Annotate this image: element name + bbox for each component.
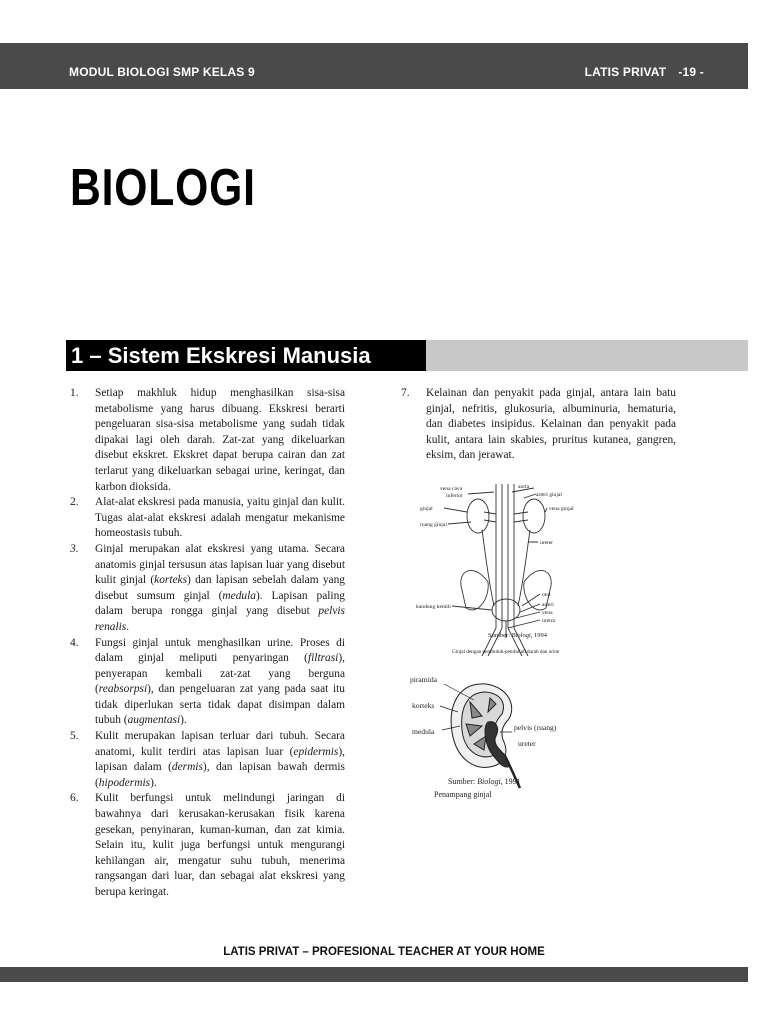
list-text: Setiap makhluk hidup menghasilkan sisa-sisa metabolisme yang harus dibuang. Ekskresi berarti pengeluaran sisa-sisa metabolisme yang sudah tidak dipakai lagi oleh darah. Zat-zat yang dikeluarkan disebut ekskret. Ekskret dapat berupa cairan dan zat terlarut yang dikeluarkan sebagai urine, keringat, dan karbon dioksida. (95, 387, 345, 493)
figure1-source: Sumber: Biologi, 1994 (488, 632, 548, 639)
list-number: 2. (70, 496, 79, 509)
label-uretra: uretra (542, 618, 556, 624)
list-item-5 (70, 729, 345, 791)
label-vena: vena (542, 610, 553, 616)
list-number: 4. (70, 636, 79, 649)
label-vena-ginjal: vena ginjal (549, 506, 574, 512)
term-pelvis-renalis: pelvis renalis (95, 605, 345, 633)
label-arteri: arteri (542, 602, 554, 608)
list-number: 3. (70, 542, 79, 555)
header-bar (0, 43, 748, 89)
label-ureter-2: ureter (518, 739, 536, 748)
footer-tagline: LATIS PRIVAT – PROFESIONAL TEACHER AT YOUR HOME (223, 946, 545, 958)
header-right (573, 65, 704, 79)
list-text: Ginjal merupakan alat ekskresi yang utama. Secara anatomis ginjal tersusun atas lapisan luar yang disebut kulit ginjal (korteks) dan lapisan sebelah dalam yang disebut sumsum ginjal (medula). Lapisan paling dalam berupa rongga ginjal yang disebut pelvis renalis. (95, 542, 345, 633)
label-ruang-ginjal: ruang ginjal (420, 522, 447, 528)
list-number: 5. (70, 730, 79, 743)
label-ureter: ureter (540, 540, 554, 546)
list-number: 6. (70, 792, 79, 805)
list-text: Kulit merupakan lapisan terluar dari tubuh. Secara anatomi, kulit terdiri atas lapisan luar (epidermis), lapisan dalam (dermis), dan lapisan bawah dermis (hipodermis). (95, 730, 345, 789)
list-item-1 (70, 386, 345, 495)
label-aorta: aorta (518, 484, 530, 490)
content-list (70, 386, 345, 901)
right-column (401, 386, 676, 464)
label-inferior: inferior (446, 493, 463, 499)
list-item-2 (70, 495, 345, 542)
list-text: Kelainan dan penyakit pada ginjal, antara lain batu ginjal, nefritis, glukosuria, albuminuria, hematuria, dan diabetes insipidus. Kelainan dan penyakit pada kulit, antara lain skabies, pruritus kutanea, gangren, eksim, dan jerawat. (426, 387, 676, 462)
section-heading: 1 – Sistem Ekskresi Manusia (66, 340, 426, 371)
page-title: BIOLOGI (70, 159, 256, 217)
term-epidermis: epidermis (293, 745, 339, 758)
list-text: Kulit berfungsi untuk melindungi jaringan di bawahnya dari kerusakan-kerusakan fisik karena gesekan, penyinaran, kuman-kuman, dan zat kimia. Selain itu, kulit juga berfungsi untuk mengurangi kehilangan air, mengatur suhu tubuh, menerima rangsangan dari luar, dan sebagai alat ekskresi yang berupa keringat. (95, 792, 345, 898)
term-medula: medula (222, 589, 256, 602)
label-vena-cava: vena cava (440, 486, 463, 492)
left-column (70, 386, 345, 901)
term-reabsorpsi: reabsorpsi (98, 683, 148, 696)
term-filtrasi: filtrasi (307, 652, 339, 665)
footer-bar (0, 967, 748, 982)
label-piramida: piramida (410, 675, 437, 684)
figure2-source: Sumber: Biologi, 1991 (448, 777, 521, 786)
label-pelvis: pelvis (ruang) (514, 723, 557, 732)
header-module-title: MODUL BIOLOGI SMP KELAS 9 (69, 65, 255, 79)
list-item-4 (70, 636, 345, 730)
page-number: -19 - (678, 65, 704, 79)
term-augmentasi: augmentasi (127, 714, 181, 727)
label-korteks: korteks (412, 701, 435, 710)
term-korteks: korteks (154, 574, 188, 587)
label-otot: otot (542, 592, 551, 598)
figure2-caption: Penampang ginjal (434, 790, 492, 799)
kidney-section-figure (408, 666, 578, 802)
header-brand: LATIS PRIVAT (584, 65, 667, 79)
term-hipodermis: hipodermis (98, 776, 151, 789)
section-heading-bar (66, 340, 748, 371)
list-item-6 (70, 791, 345, 900)
label-ginjal: ginjal (420, 506, 433, 512)
list-number: 1. (70, 387, 79, 399)
term-dermis: dermis (171, 761, 203, 774)
figure1-caption: Ginjal dengan pembuluh-pembuluh darah dan urine (452, 649, 560, 655)
list-text: Alat-alat ekskresi pada manusia, yaitu ginjal dan kulit. Tugas alat-alat ekskresi adalah mengatur mekanisme homeostasis tubuh. (95, 496, 345, 540)
list-text: Fungsi ginjal untuk menghasilkan urine. Proses di dalam ginjal meliputi penyaringan (filtrasi), penyerapan kembali zat-zat yang berguna (reabsorpsi), dan pengeluaran zat yang pada saat itu tidak diperlukan serta tidak dapat disimpan dalam tubuh (augmentasi). (95, 636, 345, 727)
list-number: 7. (401, 387, 410, 399)
label-medula: medula (412, 727, 435, 736)
label-kandung-kemih: kandung kemih (416, 604, 451, 610)
list-item-7 (401, 386, 676, 464)
urinary-system-figure (416, 478, 604, 658)
content-list-continued (401, 386, 676, 464)
label-arteri-ginjal: arteri ginjal (536, 492, 562, 498)
list-item-3 (70, 542, 345, 636)
